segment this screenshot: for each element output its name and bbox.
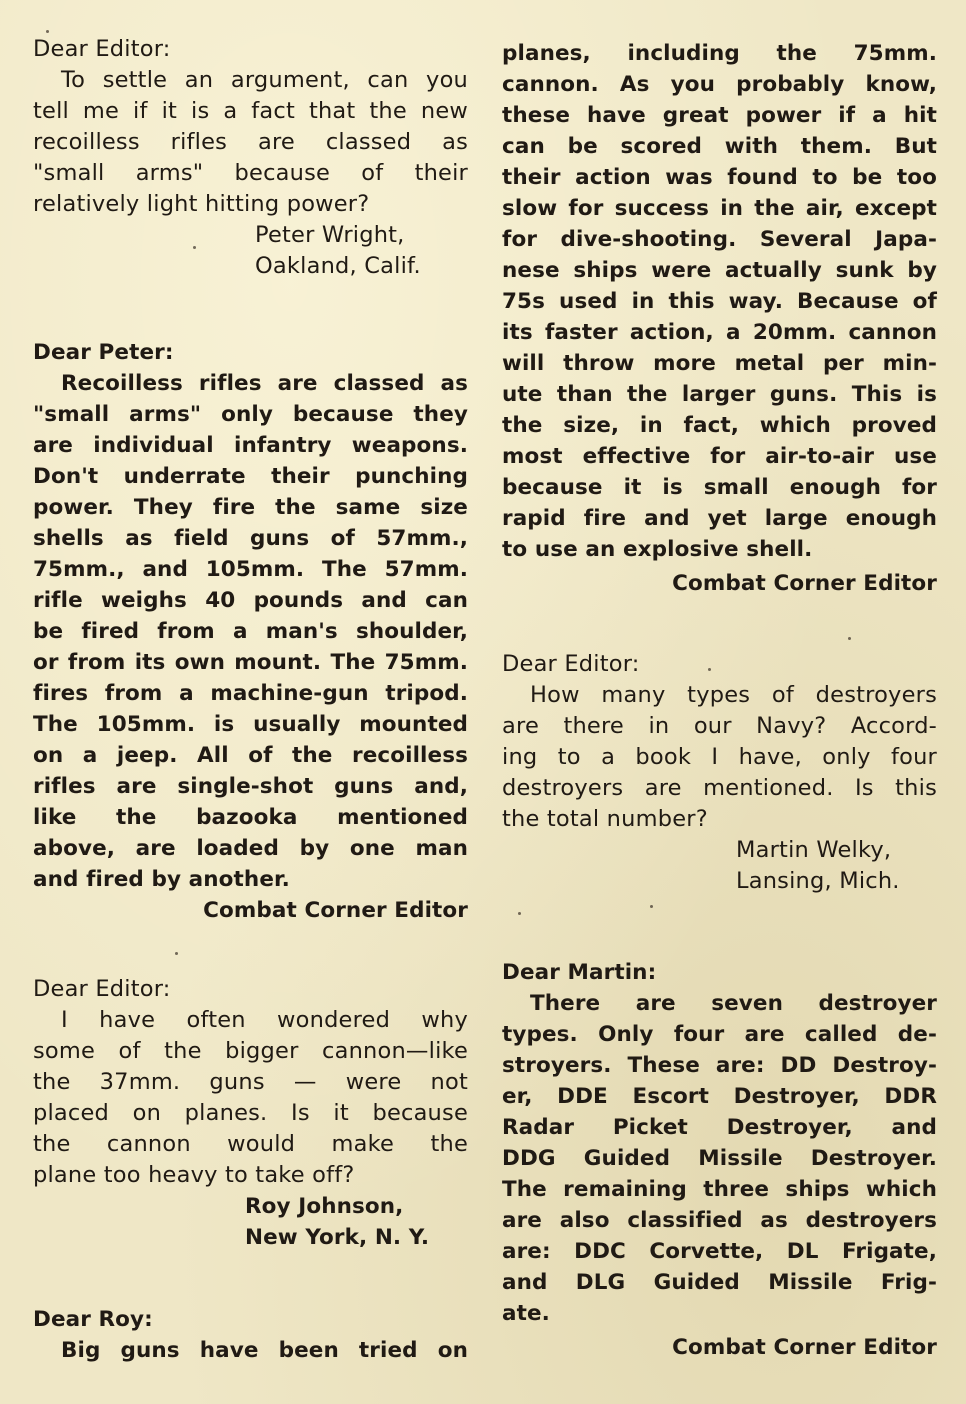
reply-dear-roy-continued	[502, 38, 937, 599]
letter-line: To settle an argument, can you	[61, 67, 468, 93]
reply-line: ute than the larger guns. This is	[502, 382, 937, 407]
reply-line: the size, in fact, which proved	[502, 413, 937, 438]
signature-place: Lansing, Mich.	[736, 868, 900, 894]
letter-line: the total number?	[502, 806, 708, 832]
letter-line: plane too heavy to take off?	[33, 1162, 355, 1188]
reply-line: er, DDE Escort Destroyer, DDR	[502, 1084, 937, 1109]
salutation: Dear Roy:	[33, 1307, 153, 1332]
reply-line: Big guns have been tried on	[61, 1338, 468, 1363]
reply-line: to use an explosive shell.	[502, 537, 813, 562]
reply-line: these have great power if a hit	[502, 103, 937, 128]
reply-line: DDG Guided Missile Destroyer.	[502, 1146, 937, 1171]
reply-line: Don't underrate their punching	[33, 464, 468, 489]
reply-line: The 105mm. is usually mounted	[33, 712, 468, 737]
reply-line: most effective for air-to-air use	[502, 444, 937, 469]
reply-line: like the bazooka mentioned	[33, 805, 468, 830]
reply-line: their action was found to be too	[502, 165, 937, 190]
reply-line: will throw more metal per min-	[502, 351, 937, 376]
reply-line: "small arms" only because they	[33, 402, 468, 427]
reply-line: and fired by another.	[33, 867, 290, 892]
salutation: Dear Martin:	[502, 960, 657, 985]
letter-martin-welky	[502, 649, 937, 897]
letter-line: relatively light hitting power?	[33, 191, 370, 217]
salutation: Dear Editor:	[502, 651, 640, 677]
reply-dear-martin	[502, 957, 937, 1363]
letter-line: ing to a book I have, only four	[502, 744, 937, 770]
signature-name: Peter Wright,	[255, 222, 405, 248]
reply-line: and DLG Guided Missile Frig-	[502, 1270, 937, 1295]
reply-line: stroyers. These are: DD Destroy-	[502, 1053, 937, 1078]
print-speck	[193, 246, 196, 249]
reply-line: or from its own mount. The 75mm.	[33, 650, 468, 675]
reply-line: fires from a machine-gun tripod.	[33, 681, 468, 706]
reply-dear-peter	[33, 337, 468, 926]
letter-line: I have often wondered why	[61, 1007, 468, 1033]
reply-line: can be scored with them. But	[502, 134, 937, 159]
reply-line: There are seven destroyer	[530, 991, 937, 1016]
reply-line: its faster action, a 20mm. cannon	[502, 320, 937, 345]
signature-name: Roy Johnson,	[245, 1194, 404, 1219]
reply-line: Radar Picket Destroyer, and	[502, 1115, 937, 1140]
reply-line: because it is small enough for	[502, 475, 937, 500]
letter-peter-wright	[33, 34, 468, 282]
salutation: Dear Peter:	[33, 340, 174, 365]
signature-name: Martin Welky,	[736, 837, 892, 863]
reply-line: The remaining three ships which	[502, 1177, 937, 1202]
signature-place: New York, N. Y.	[245, 1225, 430, 1250]
reply-line: 75s used in this way. Because of	[502, 289, 937, 314]
reply-line: types. Only four are called de-	[502, 1022, 937, 1047]
salutation: Dear Editor:	[33, 36, 171, 62]
print-speck	[708, 668, 711, 671]
editor-signature: Combat Corner Editor	[203, 898, 468, 923]
reply-line: cannon. As you probably know,	[502, 72, 937, 97]
reply-line: shells as field guns of 57mm.,	[33, 526, 468, 551]
reply-line: be fired from a man's shoulder,	[33, 619, 468, 644]
reply-line: nese ships were actually sunk by	[502, 258, 937, 283]
print-speck	[46, 30, 49, 33]
reply-line: rifle weighs 40 pounds and can	[33, 588, 468, 613]
editor-signature: Combat Corner Editor	[672, 571, 937, 596]
reply-line: slow for success in the air, except	[502, 196, 937, 221]
editor-signature: Combat Corner Editor	[672, 1335, 937, 1360]
reply-line: Recoilless rifles are classed as	[61, 371, 468, 396]
letter-line: the 37mm. guns — were not	[33, 1069, 468, 1095]
print-speck	[650, 905, 653, 908]
reply-line: planes, including the 75mm.	[502, 41, 937, 66]
print-speck	[175, 952, 178, 955]
reply-line: above, are loaded by one man	[33, 836, 468, 861]
letter-line: "small arms" because of their	[33, 160, 468, 186]
reply-line: 75mm., and 105mm. The 57mm.	[33, 557, 468, 582]
reply-line: on a jeep. All of the recoilless	[33, 743, 468, 768]
letter-line: some of the bigger cannon—like	[33, 1038, 468, 1064]
letter-line: are there in our Navy? Accord-	[502, 713, 937, 739]
reply-line: are: DDC Corvette, DL Frigate,	[502, 1239, 937, 1264]
reply-line: rapid fire and yet large enough	[502, 506, 937, 531]
letter-line: the cannon would make the	[33, 1131, 468, 1157]
print-speck	[518, 912, 521, 915]
reply-line: ate.	[502, 1301, 550, 1326]
letter-line: How many types of destroyers	[530, 682, 937, 708]
reply-dear-roy	[33, 1304, 468, 1366]
reply-line: rifles are single-shot guns and,	[33, 774, 468, 799]
print-speck	[848, 637, 851, 640]
letter-roy-johnson	[33, 974, 468, 1191]
letter-line: placed on planes. Is it because	[33, 1100, 468, 1126]
reply-line: are individual infantry weapons.	[33, 433, 468, 458]
letter-line: recoilless rifles are classed as	[33, 129, 468, 155]
reply-line: for dive-shooting. Several Japa-	[502, 227, 937, 252]
letter-roy-signature	[33, 1191, 468, 1253]
letter-line: tell me if it is a fact that the new	[33, 98, 468, 124]
signature-place: Oakland, Calif.	[255, 253, 421, 279]
reply-line: are also classified as destroyers	[502, 1208, 937, 1233]
letter-line: destroyers are mentioned. Is this	[502, 775, 937, 801]
salutation: Dear Editor:	[33, 976, 171, 1002]
reply-line: power. They fire the same size	[33, 495, 468, 520]
